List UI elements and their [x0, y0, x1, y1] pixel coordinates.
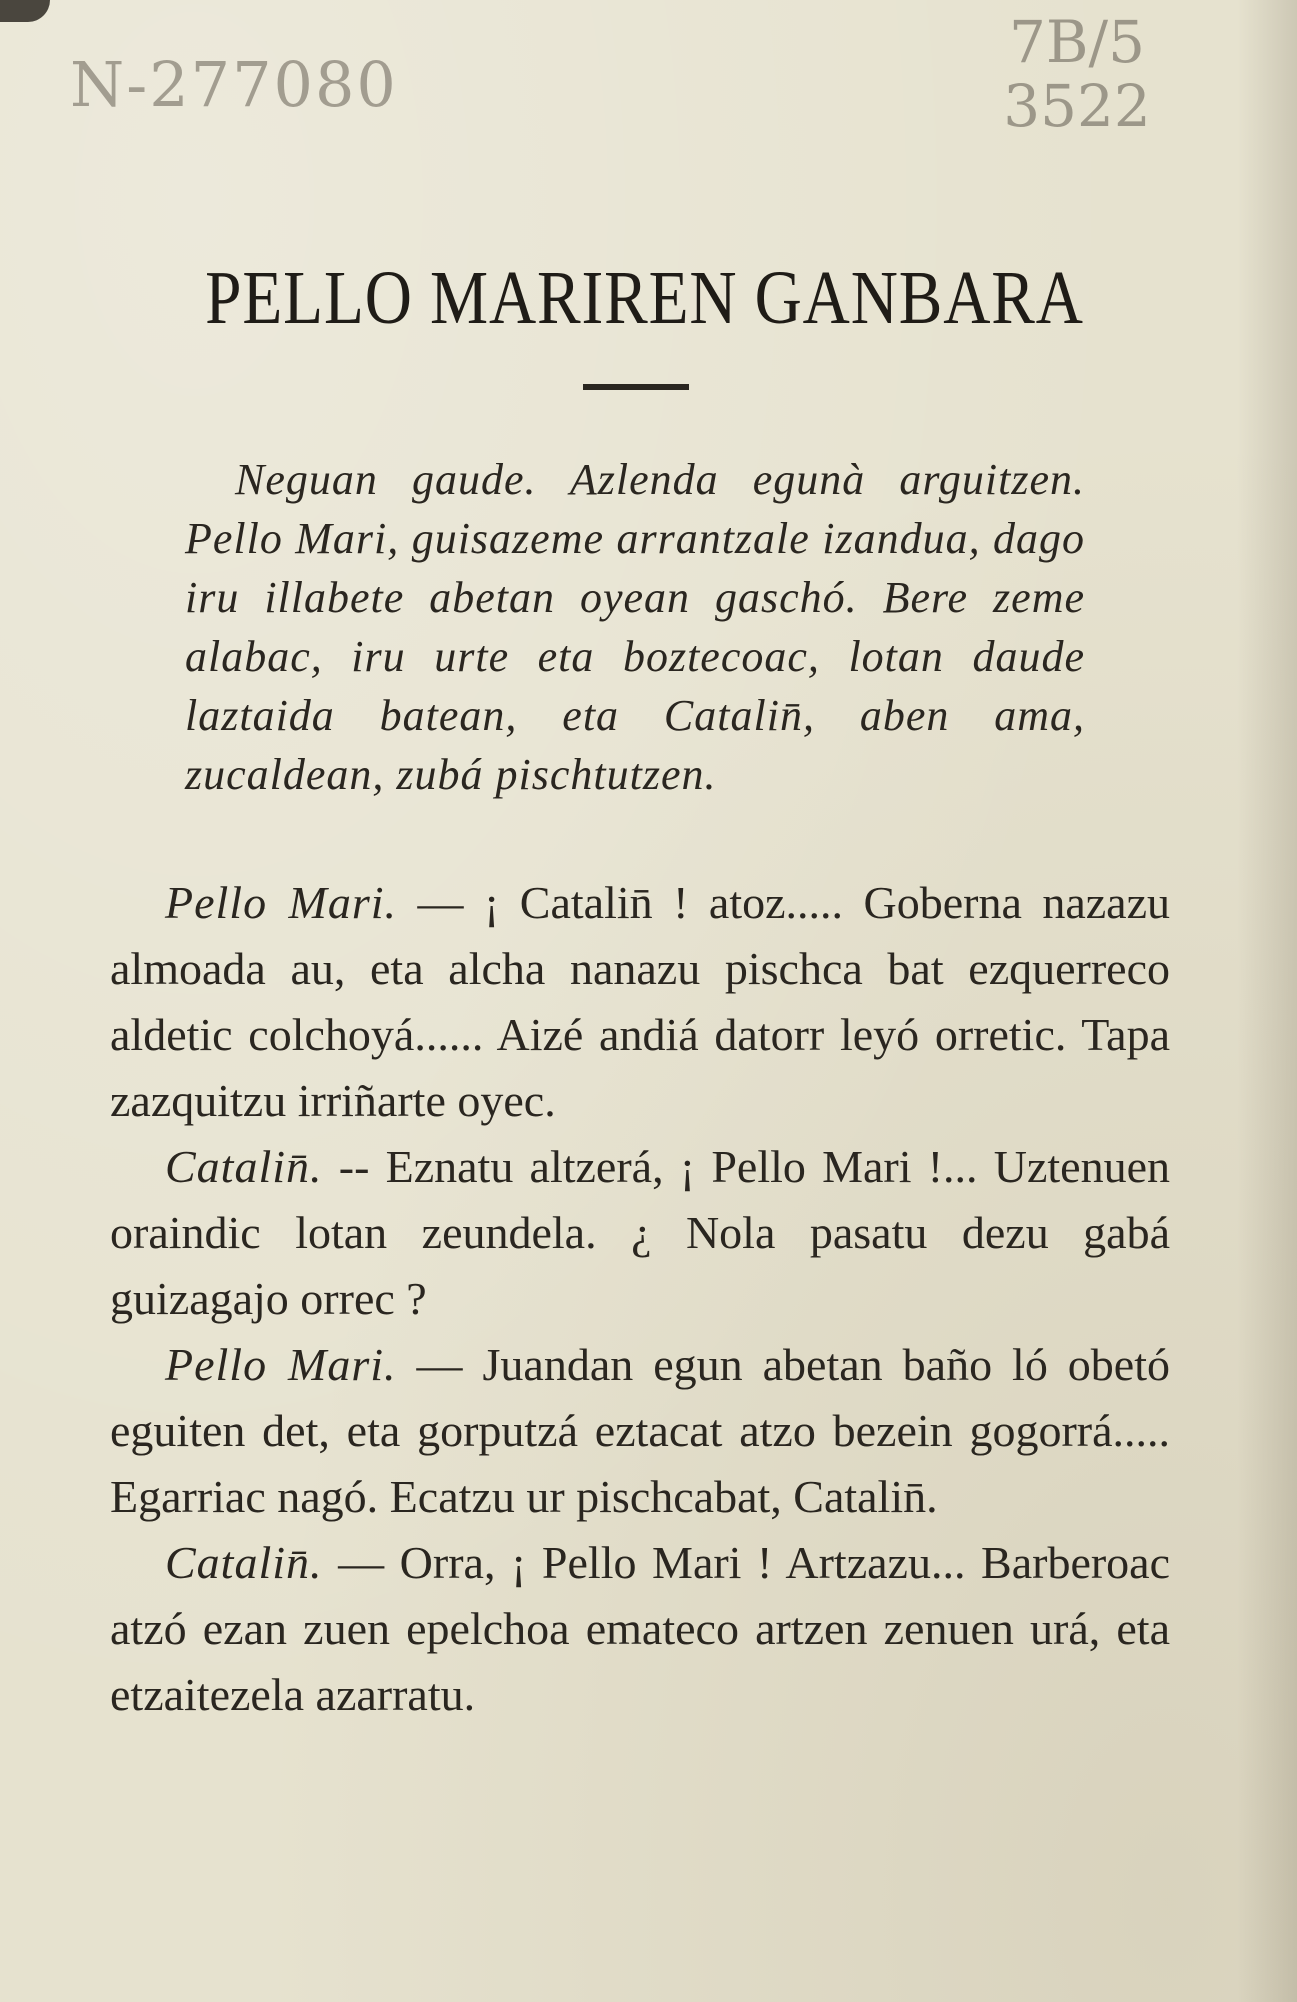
speaker-name: Catalin̄. — [165, 1537, 323, 1588]
library-shelfmark-stamp: N-277080 — [70, 48, 398, 121]
speaker-name: Catalin̄. — [165, 1141, 323, 1192]
speech-text: — ¡ Catalin̄ ! atoz..... Goberna nazazu almoada au, eta alcha nanazu pischca bat ezquerreco aldetic colchoyá...... Aizé andiá datorr leyó orretic. Tapa zazquitzu irriñarte oyec. — [110, 877, 1171, 1126]
catalog-stamp-bottom: 3522 — [1003, 72, 1151, 140]
speech-text: -- Eznatu altzerá, ¡ Pello Mari !... Uztenuen oraindic lotan zeundela. ¿ Nola pasatu dezu gabá guizagajo orrec ? — [110, 1141, 1171, 1324]
dialogue — [110, 870, 1170, 1728]
torn-corner — [0, 0, 50, 22]
title-divider — [583, 384, 689, 390]
speaker-name: Pello Mari. — [165, 1339, 397, 1390]
dialogue-turn — [110, 1332, 1170, 1530]
speech-text: — Juandan egun abetan baño ló obetó eguiten det, eta gorputzá eztacat atzo bezein gogorrá..... Egarriac nagó. Ecatzu ur pischcabat, Catalin̄. — [110, 1339, 1171, 1522]
dialogue-turn — [110, 1134, 1170, 1332]
dialogue-turn — [110, 870, 1170, 1134]
page-title: PELLO MARIREN GANBARA — [205, 256, 1084, 340]
library-catalog-stamp — [977, 10, 1177, 138]
dialogue-turn — [110, 1530, 1170, 1728]
speech-text: — Orra, ¡ Pello Mari ! Artzazu... Barberoac atzó ezan zuen epelchoa emateco artzen zenuen urá, eta etzaitezela azarratu. — [110, 1537, 1171, 1720]
stage-directions: Neguan gaude. Azlenda egunà arguitzen. Pello Mari, guisazeme arrantzale izandua, dago iru illabete abetan oyean gaschó. Bere zeme alabac, iru urte eta boztecoac, lotan daude laztaida batean, eta Catalin̄, aben ama, zucaldean, zubá pischtutzen. — [185, 455, 1085, 799]
page-edge-shadow — [1237, 0, 1297, 2002]
catalog-stamp-top: 7B/5 — [1009, 8, 1145, 76]
speaker-name: Pello Mari. — [165, 877, 398, 928]
